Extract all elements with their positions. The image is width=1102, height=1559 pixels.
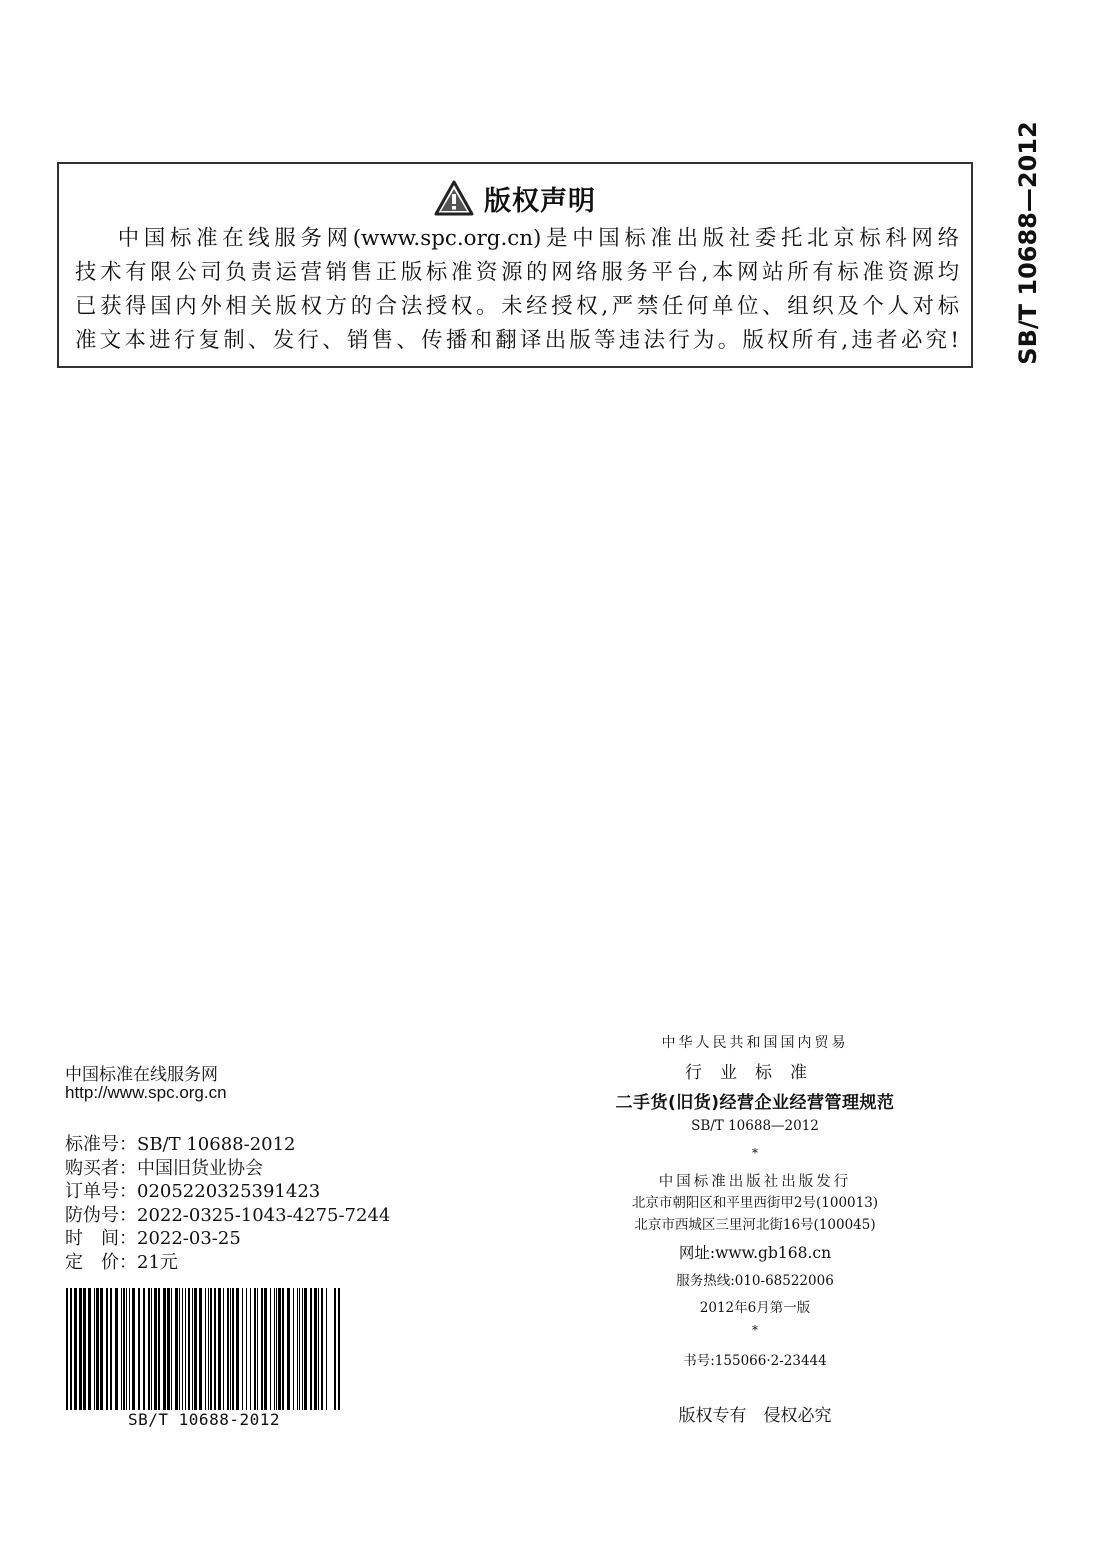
imprint-book-number: 书号:155066·2-23444: [683, 1353, 827, 1369]
notice-line: 技术有限公司负责运营销售正版标准资源的网络服务平台,本网站所有标准资源均: [75, 260, 959, 285]
imprint-address-1: 北京市朝阳区和平里西街甲2号(100013): [631, 1195, 879, 1211]
notice-line: 已获得国内外相关版权方的合法授权。未经授权,严禁任何单位、组织及个人对标: [75, 294, 959, 319]
imprint-website: 网址:www.gb168.cn: [678, 1244, 832, 1262]
warning-triangle-icon: [434, 180, 474, 216]
imprint-separator: *: [752, 1146, 758, 1160]
spine-code-text: SB/T 10688—2012: [1014, 121, 1042, 365]
order-info: [65, 1133, 390, 1274]
notice-line: 中国标准在线服务网(www.spc.org.cn)是中国标准出版社委托北京标科网络: [117, 226, 959, 251]
imprint-publisher: 中国标准出版社出版发行: [658, 1174, 852, 1190]
notice-body: [75, 222, 959, 358]
imprint-separator: *: [752, 1323, 758, 1337]
barcode-text: SB/T 10688-2012: [128, 1410, 280, 1429]
imprint-standard-type: 行业标准: [685, 1063, 825, 1083]
website-url[interactable]: http://www.spc.org.cn: [65, 1083, 227, 1102]
imprint-address-2: 北京市西城区三里河北街16号(100045): [634, 1217, 876, 1233]
copyright-notice: [57, 162, 973, 368]
notice-header: [59, 178, 971, 218]
notice-line: 准文本进行复制、发行、销售、传播和翻译出版等违法行为。版权所有,违者必究!: [75, 328, 959, 353]
spine-code: [1010, 121, 1046, 365]
imprint-issuer: 中华人民共和国国内贸易: [661, 1035, 849, 1051]
barcode-icon: [66, 1288, 342, 1410]
order-time: 时 间：2022-03-25: [65, 1228, 241, 1249]
order-price: 定 价：21元: [65, 1251, 178, 1273]
imprint-code: SB/T 10688—2012: [691, 1118, 819, 1134]
order-anti-counterfeit: 防伪号：2022-0325-1043-4275-7244: [65, 1204, 391, 1226]
order-standard-number: 标准号：SB/T 10688-2012: [65, 1134, 296, 1155]
imprint-title: 二手货(旧货)经营企业经营管理规范: [615, 1093, 895, 1113]
imprint-edition: 2012年6月第一版: [699, 1300, 811, 1316]
order-buyer: 购买者：中国旧货业协会: [65, 1157, 263, 1179]
website-name: 中国标准在线服务网: [65, 1065, 218, 1085]
notice-title: 版权声明: [484, 185, 596, 217]
imprint-rights: 版权专有 侵权必究: [678, 1406, 832, 1426]
order-number: 订单号：0205220325391423: [65, 1181, 321, 1202]
imprint-hotline: 服务热线:010-68522006: [676, 1273, 834, 1289]
